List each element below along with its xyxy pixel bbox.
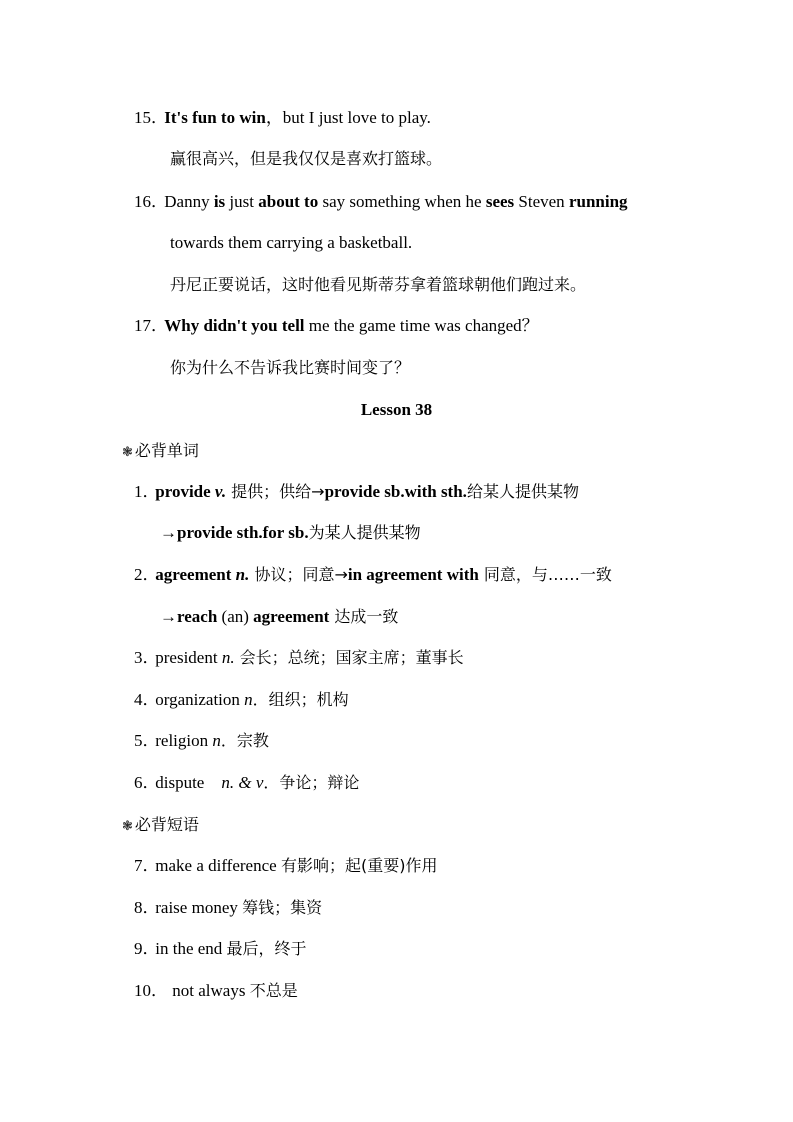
sentence-15-zh: 赢很高兴，但是我仅仅是喜欢打篮球。 [170, 149, 443, 168]
phrase-item-7: 7． make a difference 有影响；起(重要)作用 [134, 856, 438, 875]
flower-bullet-icon: ❃ [122, 819, 133, 834]
word-item-2: 2． agreement n. 协议；同意→in agreement with 同意，与……一致 [134, 565, 612, 584]
word-item-2-cont: →reach (an) agreement 达成一致 [160, 607, 399, 626]
section-heading-words: ❃ 必背单词 [122, 441, 199, 460]
word-item-4: 4． organization n．组织；机构 [134, 690, 349, 709]
word-item-5: 5． religion n．宗教 [134, 731, 269, 750]
phrase-item-10: 10． not always 不总是 [134, 981, 298, 1000]
word-item-3: 3． president n. 会长；总统；国家主席；董事长 [134, 648, 464, 667]
word-item-1: 1． provide v. 提供；供给→provide sb.with sth.给某人提供某物 [134, 482, 579, 501]
word-item-1-cont: →provide sth.for sb.为某人提供某物 [160, 523, 421, 542]
sentence-17-zh: 你为什么不告诉我比赛时间变了？ [170, 358, 411, 377]
sentence-16-zh: 丹尼正要说话，这时他看见斯蒂芬拿着篮球朝他们跑过来。 [170, 275, 587, 294]
section-heading-phrases: ❃ 必背短语 [122, 815, 199, 834]
flower-bullet-icon: ❃ [122, 445, 133, 460]
word-item-6: 6． dispute n. & v．争论；辩论 [134, 773, 360, 792]
sentence-16-en: 16． Danny is just about to say something when he sees Steven running [134, 192, 628, 211]
sentence-15-en: 15． It's fun to win，but I just love to play. [134, 108, 431, 127]
sentence-17-en: 17． Why didn't you tell me the game time was changed？ [134, 316, 539, 335]
lesson-title: Lesson 38 [360, 400, 433, 419]
phrase-item-8: 8． raise money 筹钱；集资 [134, 898, 323, 917]
phrase-item-9: 9． in the end 最后，终于 [134, 939, 307, 958]
sentence-16-en-cont: towards them carrying a basketball. [170, 233, 413, 252]
